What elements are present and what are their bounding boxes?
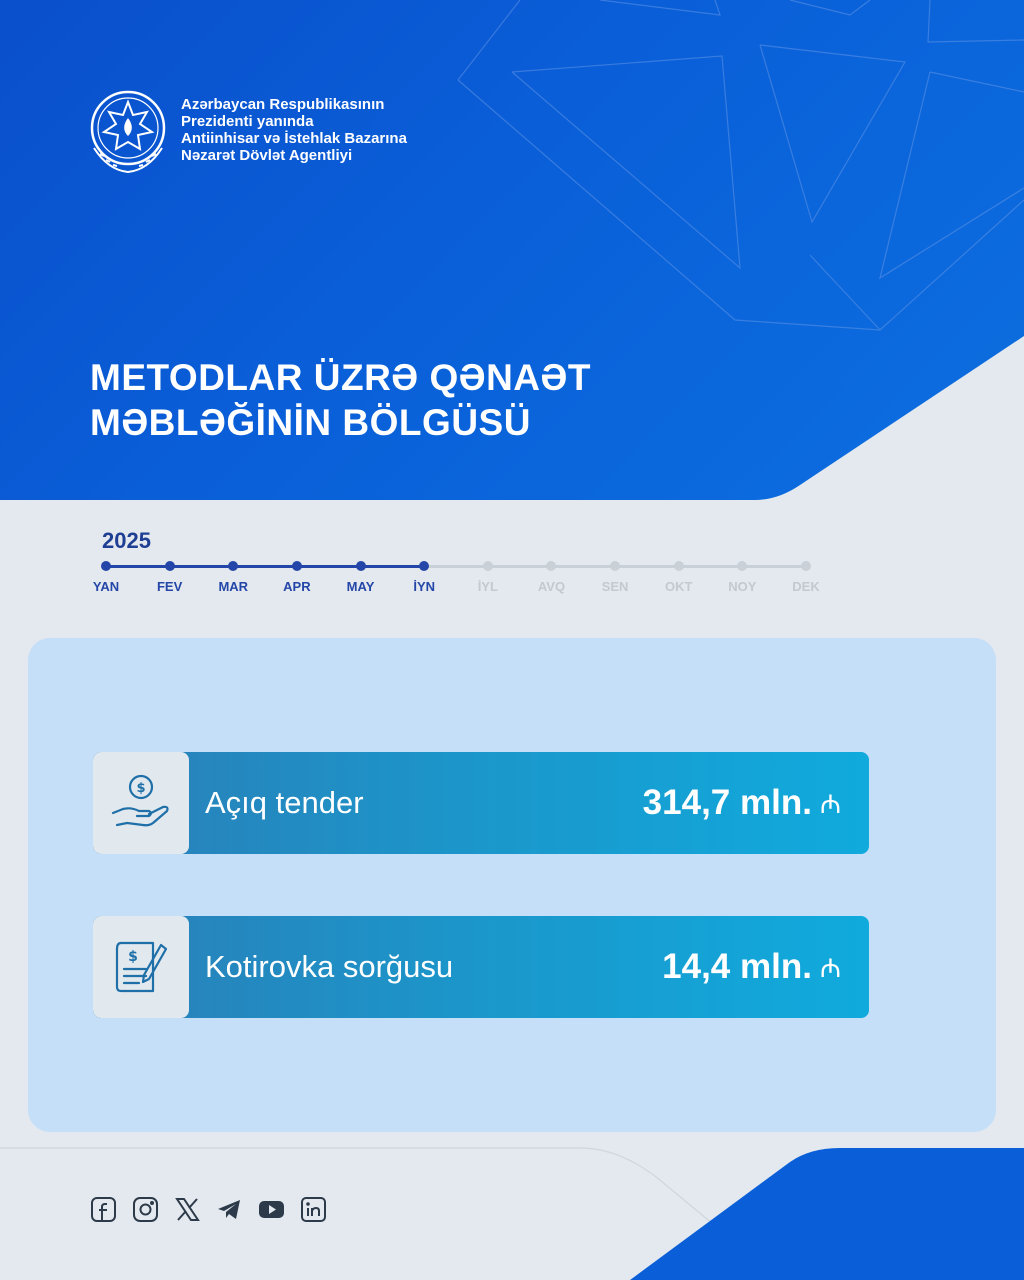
timeline-month — [331, 561, 391, 594]
document-pen-icon — [93, 916, 189, 1018]
method-label: Kotirovka sorğusu — [205, 949, 454, 984]
azerbaijan-emblem-icon — [88, 88, 168, 178]
facebook-icon[interactable] — [90, 1196, 117, 1223]
manat-currency: ₼ — [819, 953, 841, 983]
title-line: MƏBLƏĞİNİN BÖLGÜSÜ — [90, 402, 531, 443]
timeline-month — [521, 561, 581, 594]
timeline-dot — [737, 561, 747, 571]
timeline-month-label: APR — [283, 579, 311, 594]
manat-currency: ₼ — [819, 789, 841, 819]
timeline-dot — [228, 561, 238, 571]
method-amount-value: 314,7 mln. — [642, 783, 812, 822]
timeline-dot — [610, 561, 620, 571]
timeline-month — [458, 561, 518, 594]
timeline-dot — [101, 561, 111, 571]
youtube-icon[interactable] — [258, 1196, 285, 1223]
timeline-dot — [356, 561, 366, 571]
money-hand-icon — [93, 752, 189, 854]
timeline-month — [76, 561, 136, 594]
method-amount — [643, 752, 841, 854]
social-links — [90, 1196, 327, 1223]
timeline-month-label: NOY — [728, 579, 757, 594]
timeline-month-label: SEN — [601, 579, 629, 594]
page-title — [90, 355, 591, 445]
timeline-month-label: İYN — [413, 579, 435, 594]
timeline-year: 2025 — [102, 528, 151, 553]
method-amount — [662, 916, 841, 1018]
timeline-month-label: AVQ — [537, 579, 566, 594]
agency-line: Azərbaycan Respublikasının — [181, 96, 385, 113]
agency-line: Antiinhisar və İstehlak Bazarına — [181, 130, 407, 147]
methods-panel — [28, 638, 996, 1132]
timeline-month — [712, 561, 772, 594]
timeline-month-label: DEK — [792, 579, 820, 594]
timeline-dot — [546, 561, 556, 571]
timeline-month — [140, 561, 200, 594]
timeline-month-label: MAR — [218, 579, 249, 594]
timeline-dot — [292, 561, 302, 571]
timeline-month-label: YAN — [92, 579, 120, 594]
timeline-dot — [165, 561, 175, 571]
method-label: Açıq tender — [205, 785, 364, 820]
month-timeline — [88, 525, 828, 605]
method-amount-value: 14,4 mln. — [662, 947, 812, 986]
timeline-month-label: FEV — [156, 579, 183, 594]
timeline-dot — [801, 561, 811, 571]
method-row-open-tender — [93, 752, 869, 854]
title-line: METODLAR ÜZRƏ QƏNAƏT — [90, 357, 591, 398]
timeline-month-label: MAY — [346, 579, 375, 594]
agency-line: Nəzarət Dövlət Agentliyi — [181, 147, 353, 164]
agency-name — [181, 96, 407, 164]
x-icon[interactable] — [174, 1196, 201, 1223]
timeline-month — [649, 561, 709, 594]
linkedin-icon[interactable] — [300, 1196, 327, 1223]
timeline-dot — [419, 561, 429, 571]
timeline-month — [394, 561, 454, 594]
timeline-month — [203, 561, 263, 594]
agency-line: Prezidenti yanında — [181, 113, 314, 130]
timeline-month-label: İYL — [477, 579, 498, 594]
timeline-month — [267, 561, 327, 594]
telegram-icon[interactable] — [216, 1196, 243, 1223]
timeline-dot — [674, 561, 684, 571]
method-row-quotation-request — [93, 916, 869, 1018]
timeline-month — [585, 561, 645, 594]
svg-text:$: $ — [136, 781, 146, 796]
timeline-month — [776, 561, 836, 594]
timeline-month-label: OKT — [664, 579, 693, 594]
timeline-dot — [483, 561, 493, 571]
svg-text:$: $ — [128, 949, 138, 965]
instagram-icon[interactable] — [132, 1196, 159, 1223]
hero-banner — [0, 0, 1024, 500]
